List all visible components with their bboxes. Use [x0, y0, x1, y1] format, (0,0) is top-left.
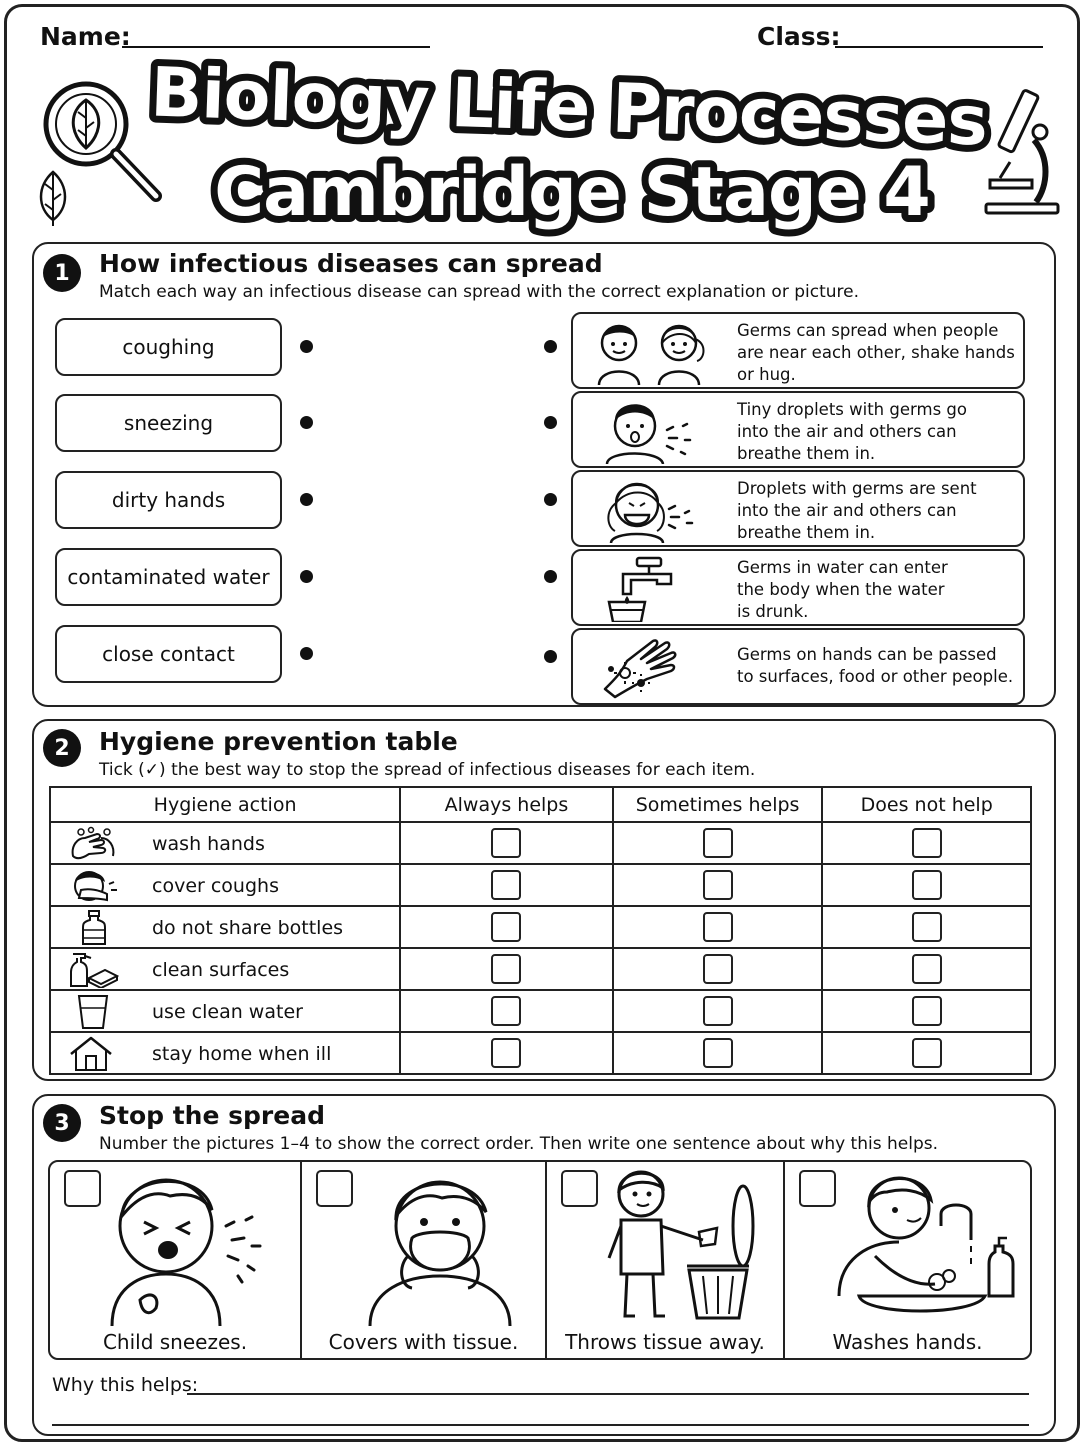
- section-2-title: Hygiene prevention table: [99, 727, 458, 756]
- match-dot-left-3[interactable]: [300, 493, 313, 506]
- step-panel-1: [50, 1162, 300, 1358]
- action-cell: [50, 948, 400, 990]
- sneezing-girl-icon: [591, 475, 711, 543]
- cell-not: [822, 822, 1031, 864]
- two-children-icon: [591, 317, 711, 385]
- action-label: clean surfaces: [152, 959, 290, 981]
- washing-hands-icon: [67, 826, 119, 862]
- explanation-contaminated-water[interactable]: [571, 549, 1025, 626]
- order-number-box[interactable]: [316, 1170, 353, 1207]
- match-dot-left-5[interactable]: [300, 647, 313, 660]
- cell-always: [400, 864, 613, 906]
- section-2-instruction: Tick (✓) the best way to stop the spread of infectious diseases for each item.: [99, 760, 756, 780]
- tap-and-glass-icon: [591, 554, 711, 622]
- table-row: [50, 822, 1031, 864]
- cell-not: [822, 1032, 1031, 1074]
- step-panel-2: [302, 1162, 545, 1358]
- cell-sometimes: [613, 948, 823, 990]
- explanation-coughing-text: Tiny droplets with germs go into the air and others can breathe them in.: [737, 400, 967, 463]
- answer-line-2[interactable]: [52, 1424, 1029, 1426]
- germy-hand-icon: [591, 633, 711, 701]
- action-label: do not share bottles: [152, 917, 344, 939]
- section-1-title: How infectious diseases can spread: [99, 249, 603, 278]
- table-row: [50, 1032, 1031, 1074]
- tick-box[interactable]: [912, 870, 942, 900]
- explanation-close-contact[interactable]: [571, 312, 1025, 389]
- covering-cough-icon: [67, 868, 119, 904]
- cell-not: [822, 990, 1031, 1032]
- cell-sometimes: [613, 990, 823, 1032]
- answer-line-1[interactable]: [187, 1393, 1029, 1395]
- title-line-1: Biology Life Processes: [149, 53, 989, 162]
- tick-box[interactable]: [491, 912, 521, 942]
- cell-not: [822, 864, 1031, 906]
- match-dot-right-4[interactable]: [544, 570, 557, 583]
- name-label: Name:: [40, 22, 131, 51]
- tick-box[interactable]: [703, 870, 733, 900]
- match-dot-left-4[interactable]: [300, 570, 313, 583]
- explanation-close-contact-text: Germs can spread when people are near each other, shake hands or hug.: [737, 321, 1015, 384]
- match-dot-left-2[interactable]: [300, 416, 313, 429]
- cell-sometimes: [613, 822, 823, 864]
- step-panel-4: [785, 1162, 1030, 1358]
- section-3-number: 3: [43, 1104, 81, 1142]
- table-header-row: [50, 787, 1031, 822]
- child-sneezing-icon: [98, 1166, 278, 1330]
- action-cell: [50, 906, 400, 948]
- column-header-always: Always helps: [400, 787, 613, 822]
- tick-box[interactable]: [491, 828, 521, 858]
- section-3-title: Stop the spread: [99, 1101, 325, 1130]
- cell-always: [400, 1032, 613, 1074]
- cell-not: [822, 906, 1031, 948]
- explanation-sneezing[interactable]: [571, 470, 1025, 547]
- tick-box[interactable]: [912, 954, 942, 984]
- term-close-contact[interactable]: close contact: [55, 625, 282, 683]
- tick-box[interactable]: [703, 996, 733, 1026]
- house-icon: [67, 1036, 119, 1072]
- action-label: use clean water: [152, 1001, 303, 1023]
- term-dirty-hands[interactable]: dirty hands: [55, 471, 282, 529]
- cell-always: [400, 906, 613, 948]
- step-caption: Washes hands.: [832, 1330, 983, 1354]
- action-cell: [50, 864, 400, 906]
- match-dot-right-3[interactable]: [544, 493, 557, 506]
- explanation-dirty-hands-text: Germs on hands can be passed to surfaces, food or other people.: [737, 645, 1014, 686]
- step-panel-3: [547, 1162, 783, 1358]
- child-throwing-tissue-icon: [593, 1166, 773, 1330]
- section-2-number: 2: [43, 729, 81, 767]
- bottle-icon: [67, 910, 119, 946]
- tick-box[interactable]: [912, 1038, 942, 1068]
- tick-box[interactable]: [491, 996, 521, 1026]
- table-row: [50, 906, 1031, 948]
- child-washing-hands-icon: [825, 1166, 1025, 1330]
- section-1-number: 1: [43, 254, 81, 292]
- name-field[interactable]: [122, 46, 430, 48]
- leaf-icon: [33, 168, 73, 228]
- action-label: stay home when ill: [152, 1043, 332, 1065]
- table-row: [50, 948, 1031, 990]
- cell-always: [400, 990, 613, 1032]
- section-3-instruction: Number the pictures 1–4 to show the correct order. Then write one sentence about why this helps.: [99, 1134, 938, 1154]
- action-cell: [50, 1032, 400, 1074]
- spray-and-sponge-icon: [67, 952, 119, 988]
- cell-always: [400, 822, 613, 864]
- cell-sometimes: [613, 1032, 823, 1074]
- tick-box[interactable]: [912, 912, 942, 942]
- term-coughing[interactable]: coughing: [55, 318, 282, 376]
- match-dot-right-1[interactable]: [544, 340, 557, 353]
- action-label: cover coughs: [152, 875, 279, 897]
- match-dot-left-1[interactable]: [300, 340, 313, 353]
- explanation-dirty-hands[interactable]: [571, 628, 1025, 705]
- table-row: [50, 990, 1031, 1032]
- class-field[interactable]: [835, 46, 1043, 48]
- water-glass-icon: [67, 994, 119, 1030]
- action-cell: [50, 990, 400, 1032]
- tick-box[interactable]: [703, 954, 733, 984]
- table-row: [50, 864, 1031, 906]
- coughing-boy-icon: [591, 396, 711, 464]
- cell-sometimes: [613, 906, 823, 948]
- step-caption: Child sneezes.: [102, 1330, 248, 1354]
- step-caption: Throws tissue away.: [565, 1330, 765, 1354]
- column-header-action: Hygiene action: [50, 787, 400, 822]
- microscope-icon: [982, 82, 1062, 217]
- cell-always: [400, 948, 613, 990]
- cell-sometimes: [613, 864, 823, 906]
- order-number-box[interactable]: [64, 1170, 101, 1207]
- action-label: wash hands: [152, 833, 265, 855]
- action-cell: [50, 822, 400, 864]
- tick-box[interactable]: [491, 954, 521, 984]
- title-line-2: Cambridge Stage 4: [214, 153, 930, 232]
- cell-not: [822, 948, 1031, 990]
- tick-box[interactable]: [703, 828, 733, 858]
- term-sneezing[interactable]: sneezing: [55, 394, 282, 452]
- tick-box[interactable]: [912, 996, 942, 1026]
- explanation-sneezing-text: Droplets with germs are sent into the air and others can breathe them in.: [737, 479, 977, 542]
- column-header-sometimes: Sometimes helps: [613, 787, 823, 822]
- tick-box[interactable]: [703, 1038, 733, 1068]
- why-label: Why this helps:: [52, 1374, 199, 1396]
- column-header-not: Does not help: [822, 787, 1031, 822]
- section-1-instruction: Match each way an infectious disease can spread with the correct explanation or picture.: [99, 282, 860, 302]
- picture-sequence: [48, 1160, 1032, 1360]
- match-dot-right-2[interactable]: [544, 416, 557, 429]
- term-contaminated-water[interactable]: contaminated water: [55, 548, 282, 606]
- tick-box[interactable]: [491, 1038, 521, 1068]
- match-dot-right-5[interactable]: [544, 650, 557, 663]
- tick-box[interactable]: [912, 828, 942, 858]
- class-label: Class:: [757, 22, 841, 51]
- explanation-coughing[interactable]: [571, 391, 1025, 468]
- tick-box[interactable]: [491, 870, 521, 900]
- step-caption: Covers with tissue.: [328, 1330, 519, 1354]
- hygiene-table: [49, 786, 1032, 1075]
- explanation-contaminated-water-text: Germs in water can enter the body when the water is drunk.: [737, 558, 948, 621]
- child-covering-nose-icon: [350, 1166, 520, 1330]
- tick-box[interactable]: [703, 912, 733, 942]
